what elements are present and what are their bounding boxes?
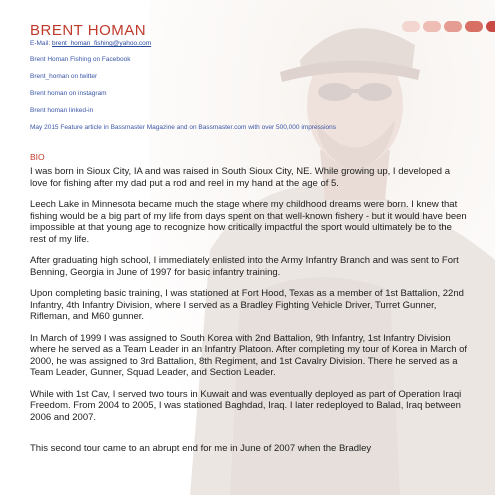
feature-article-link[interactable]: May 2015 Feature article in Bassmaster Magazine and on Bassmaster.com with over 500,000 impressions bbox=[30, 124, 337, 131]
instagram-link[interactable]: Brent homan on instagram bbox=[30, 90, 107, 97]
page-title: BRENT HOMAN bbox=[30, 22, 147, 39]
color-swatch bbox=[486, 21, 495, 32]
facebook-link[interactable]: Brent Homan Fishing on Facebook bbox=[30, 56, 131, 63]
bio-paragraph: While with 1st Cav, I served two tours in Kuwait and was eventually deployed as part of Operation Iraqi Freedom. From 2004 to 2005, I was stationed Baghdad, Iraq. I later redeployed to Balad, Iraq between 2006 and 2007. bbox=[30, 388, 462, 423]
bio-paragraph: After graduating high school, I immediately enlisted into the Army Infantry Branch and was sent to Fort Benning, Georgia in June of 1997 for basic infantry training. bbox=[30, 255, 459, 278]
contact-links bbox=[30, 40, 470, 132]
linkedin-link[interactable]: Brent homan linked-in bbox=[30, 107, 94, 114]
bio-paragraph: Leech Lake in Minnesota became much the stage where my childhood dreams were born. I knew that fishing would be a big part of my life from days spent on that well-known fishery - but it would have been impossible at that young age to recognize how critically impactful the sport would ultimately be to the rest of my life. bbox=[30, 199, 467, 245]
bio-section bbox=[30, 166, 470, 465]
bio-paragraph: I was born in Sioux City, IA and was raised in South Sioux City, NE. While growing up, I developed a love for fishing after my dad put a rod and reel in my hand at the age of 5. bbox=[30, 166, 450, 189]
bio-paragraph: Upon completing basic training, I was stationed at Fort Hood, Texas as a member of 1st Battalion, 22nd Infantry, 4th Infantry Division, where I served as a Bradley Fighting Vehicle Driver, Turret Gunner, Rifleman, and M60 gunner. bbox=[30, 288, 464, 322]
bio-heading: BIO bbox=[30, 152, 45, 162]
twitter-link[interactable]: Brent_homan on twitter bbox=[30, 73, 98, 80]
bio-paragraph: This second tour came to an abrupt end for me in June of 2007 when the Bradley bbox=[30, 443, 372, 454]
email-link[interactable]: brent_homan_fishing@yahoo.com bbox=[52, 40, 152, 47]
color-swatch bbox=[423, 21, 441, 32]
color-swatch bbox=[465, 21, 483, 32]
color-swatch bbox=[444, 21, 462, 32]
color-swatches bbox=[402, 21, 495, 32]
color-swatch bbox=[402, 21, 420, 32]
email-line bbox=[30, 40, 470, 48]
bio-paragraph: In March of 1999 I was assigned to South Korea with 2nd Battalion, 9th Infantry, 1st Infantry Division where he served as a Team Leader in an Infantry Platoon. After completing my tour of Korea in March of 2000, he was assigned to 3rd Battalion, 8th Regiment, and 1st Cavalry Division. There he served as a Team Leader, Gunner, Squad Leader, and Section Leader. bbox=[30, 332, 468, 378]
email-label: E-Mail: bbox=[30, 40, 51, 47]
